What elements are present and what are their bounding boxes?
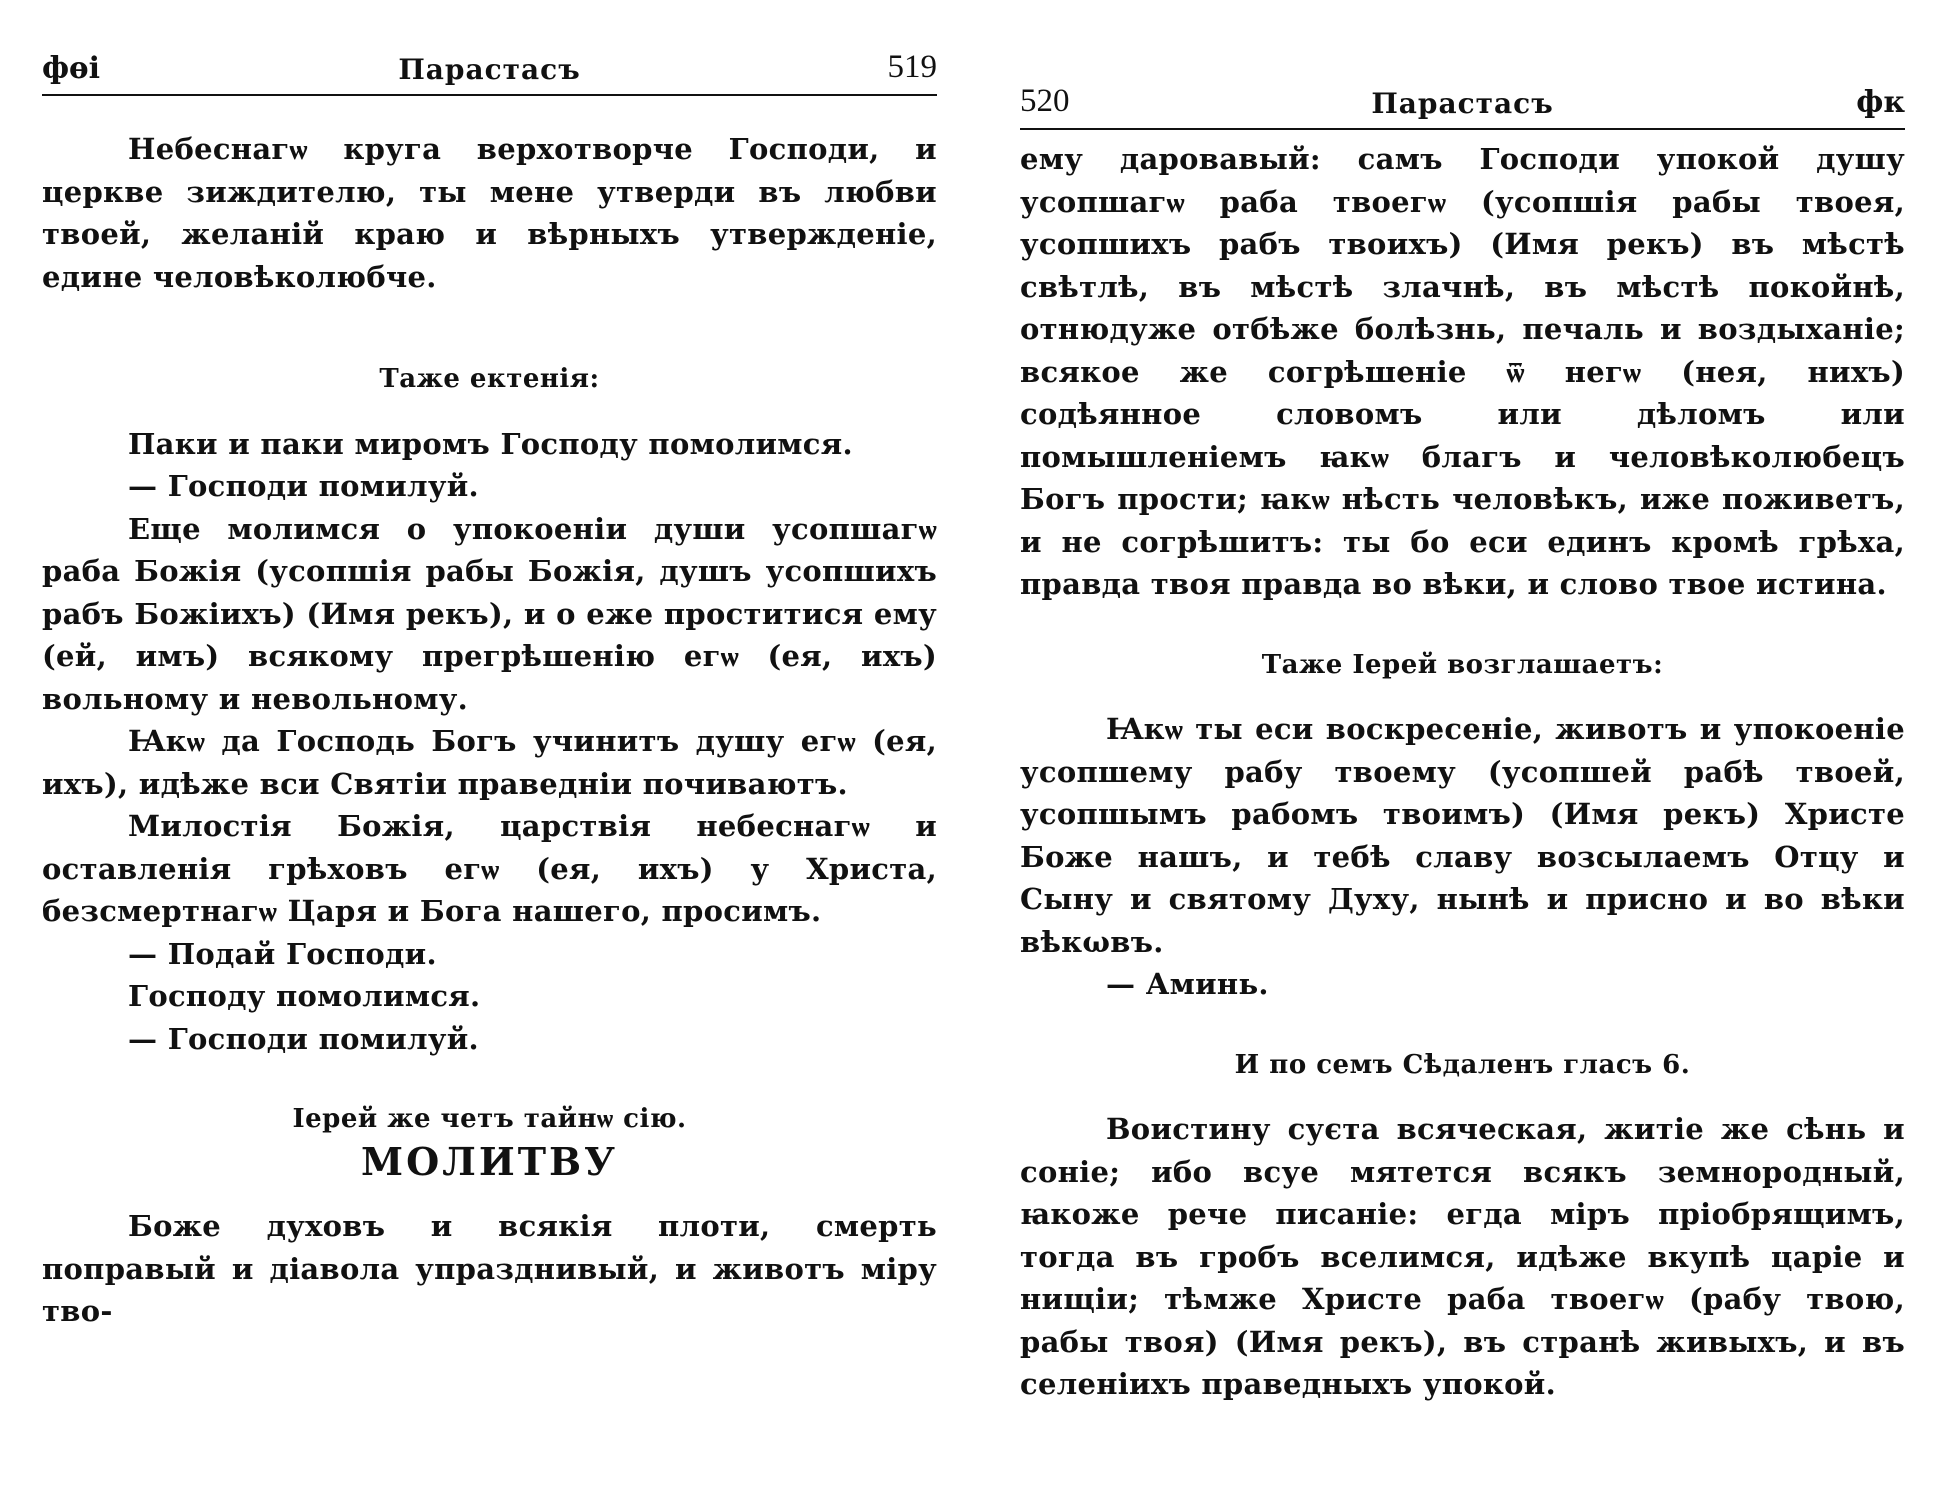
- litany-petition-4: Милостія Божія, царствія небеснагѡ и оставленія грѣховъ егѡ (ея, ихъ) у Христа, безсмертнагѡ Царя и Бога нашего, просимъ.: [42, 809, 937, 928]
- right-running-title: Парастасъ: [1371, 87, 1554, 120]
- exclamation-paragraph: Ꙗкѡ ты еси воскресеніе, животъ и упокоеніе усопшему рабу твоему (усопшей рабѣ твоей, усопшымъ рабомъ твоимъ) (Имя рекъ) Христе Боже нашъ, и тебѣ славу возсылаемъ Отцу и Сыну и святому Духу, нынѣ и присно и во вѣки вѣкωвъ.: [1020, 712, 1905, 959]
- left-rubric-2: Іерей же четъ тайнѡ сію.: [292, 1104, 687, 1134]
- amen-response: — Аминь.: [1106, 967, 1269, 1001]
- left-paragraph-last: Боже духовъ и всякія плоти, смерть поправый и діавола упразднивый, и животъ міру тво-: [42, 1209, 937, 1328]
- right-slavonic-page-number: фк: [1856, 85, 1905, 120]
- left-paragraph-1: Небеснагѡ кругa верхотворче Господи, и церкве зиждителю, ты мене утверди въ любви твоей, желаній краю и вѣрныхъ утвержденіе, едине человѣколюбче.: [42, 132, 937, 294]
- litany-response-1: — Господи помилуй.: [128, 469, 479, 503]
- left-page: [42, 0, 937, 1333]
- left-page-number: 519: [887, 49, 937, 85]
- litany-petition-5: Господу помолимся.: [128, 979, 481, 1013]
- right-rubric-1: Таже Іерей возглашаетъ:: [1261, 649, 1664, 680]
- right-rubric-2: И по семъ Сѣдаленъ гласъ 6.: [1234, 1049, 1691, 1080]
- litany-petition-1: Паки и паки миромъ Господу помолимся.: [128, 426, 853, 461]
- litany-petition-3: Ꙗкѡ да Господь Богъ учинитъ душу егѡ (ея, ихъ), идѣже вси Святіи праведніи почиваютъ.: [42, 724, 937, 801]
- right-page: [1020, 0, 1905, 1406]
- litany-response-2: — Подай Господи.: [128, 936, 437, 971]
- right-page-header: [1020, 80, 1905, 130]
- sedalen-paragraph: Воистину суєта всяческая, житіе же сѣнь и соніе; ибо всуе мятется всякъ земнородный, ꙗкоже рече писаніе: егда міръ пріобрящимъ, тогда въ гробъ вселимся, идѣже вкупѣ царіе и нищіи; тѣмже Христе раба твоегѡ (рабу твою, рабы твоя) (Имя рекъ), въ странѣ живыхъ, и въ селеніихъ праведныхъ упокой.: [1020, 1112, 1905, 1401]
- right-page-body: [1020, 138, 1905, 1406]
- litany-petition-2: Еще молимся о упокоеніи души усопшагѡ раба Божія (усопшія рабы Божія, душъ усопшихъ рабъ Божіихъ) (Имя рекъ), и о еже проститися ему (ей, имъ) всякому прегрѣшенію егѡ (ея, ихъ) вольному и невольному.: [42, 511, 937, 716]
- litany-response-3: — Господи помилуй.: [128, 1021, 479, 1056]
- left-slavonic-page-number: фѳі: [42, 51, 101, 86]
- left-rubric-1: Таже ектенія:: [379, 364, 600, 394]
- left-page-header: [42, 46, 937, 96]
- right-page-number: 520: [1020, 83, 1070, 119]
- right-paragraph-1: ему даровавый: самъ Господи упокой душу усопшагѡ раба твоегѡ (усопшія рабы твоея, усопшихъ рабъ твоихъ) (Имя рекъ) въ мѣстѣ свѣтлѣ, въ мѣстѣ злачнѣ, въ мѣстѣ покойнѣ, отнюдуже отбѣже болѣзнь, печаль и воздыханіе; всякое же согрѣшеніе ѿ негѡ (нея, нихъ) содѣянное словомъ или дѣломъ или помышленіемъ ꙗкѡ благъ и человѣколюбецъ Богъ прости; ꙗкѡ нѣсть человѣкъ, иже поживетъ, и не согрѣшитъ: ты бо еси единъ кромѣ грѣха, правда твоя правда во вѣки, и слово твое истина.: [1020, 142, 1905, 601]
- left-running-title: Парастасъ: [398, 53, 581, 86]
- prayer-title: МОЛИТВУ: [361, 1138, 618, 1184]
- left-page-body: [42, 128, 937, 1333]
